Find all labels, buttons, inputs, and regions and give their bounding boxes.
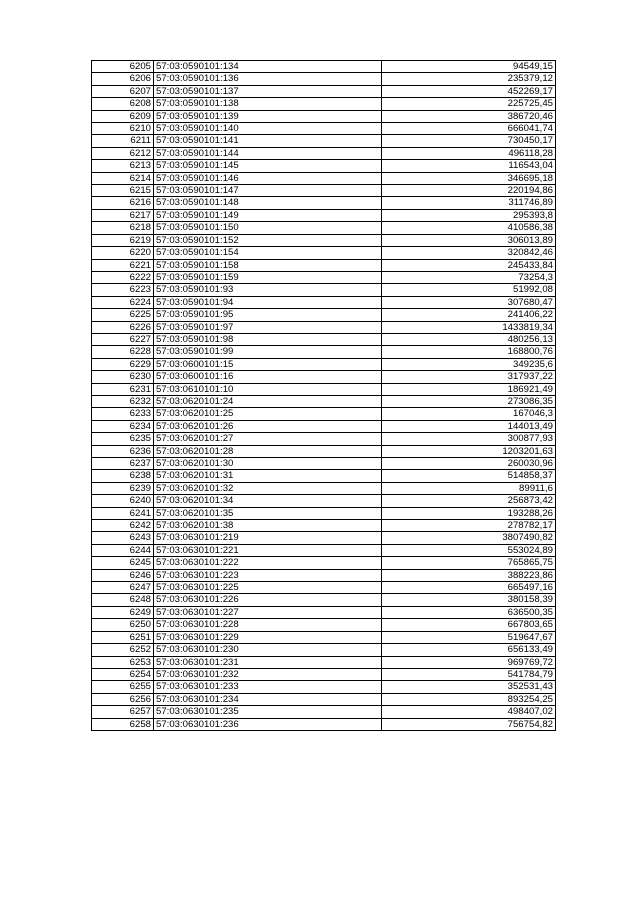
row-number-cell: 6206 (92, 73, 154, 85)
row-number-cell: 6247 (92, 582, 154, 594)
table-row (92, 371, 556, 383)
table-row (92, 296, 556, 308)
row-number-cell: 6242 (92, 520, 154, 532)
table-row (92, 495, 556, 507)
table-row (92, 259, 556, 271)
row-number-cell: 6258 (92, 718, 154, 730)
cadastral-value-cell: 352531,43 (382, 681, 556, 693)
cadastral-number-cell: 57:03:0590101:152 (154, 234, 382, 246)
cadastral-number-cell: 57:03:0630101:219 (154, 532, 382, 544)
cadastral-value-cell: 1203201,63 (382, 445, 556, 457)
row-number-cell: 6241 (92, 507, 154, 519)
row-number-cell: 6248 (92, 594, 154, 606)
table-row (92, 346, 556, 358)
cadastral-number-cell: 57:03:0630101:227 (154, 606, 382, 618)
table-row (92, 271, 556, 283)
table-row (92, 532, 556, 544)
cadastral-number-cell: 57:03:0590101:146 (154, 172, 382, 184)
table-row (92, 631, 556, 643)
row-number-cell: 6233 (92, 408, 154, 420)
table-row (92, 668, 556, 680)
row-number-cell: 6237 (92, 458, 154, 470)
cadastral-value-cell: 3807490,82 (382, 532, 556, 544)
cadastral-number-cell: 57:03:0620101:25 (154, 408, 382, 420)
cadastral-value-cell: 388223,86 (382, 569, 556, 581)
table-row (92, 209, 556, 221)
cadastral-value-cell: 144013,49 (382, 420, 556, 432)
cadastral-number-cell: 57:03:0590101:94 (154, 296, 382, 308)
row-number-cell: 6223 (92, 284, 154, 296)
cadastral-number-cell: 57:03:0630101:228 (154, 619, 382, 631)
row-number-cell: 6257 (92, 706, 154, 718)
cadastral-value-cell: 514858,37 (382, 470, 556, 482)
cadastral-number-cell: 57:03:0600101:15 (154, 358, 382, 370)
cadastral-value-cell: 167046,3 (382, 408, 556, 420)
row-number-cell: 6214 (92, 172, 154, 184)
cadastral-value-cell: 235379,12 (382, 73, 556, 85)
table-row (92, 61, 556, 73)
cadastral-value-cell: 496118,28 (382, 147, 556, 159)
table-row (92, 160, 556, 172)
cadastral-value-cell: 320842,46 (382, 247, 556, 259)
row-number-cell: 6218 (92, 222, 154, 234)
table-row (92, 333, 556, 345)
table-row (92, 718, 556, 730)
cadastral-number-cell: 57:03:0590101:144 (154, 147, 382, 159)
cadastral-value-cell: 765865,75 (382, 557, 556, 569)
cadastral-value-cell: 295393,8 (382, 209, 556, 221)
row-number-cell: 6249 (92, 606, 154, 618)
row-number-cell: 6240 (92, 495, 154, 507)
table-row (92, 594, 556, 606)
cadastral-value-cell: 410586,38 (382, 222, 556, 234)
row-number-cell: 6208 (92, 98, 154, 110)
row-number-cell: 6234 (92, 420, 154, 432)
cadastral-value-cell: 306013,89 (382, 234, 556, 246)
cadastral-number-cell: 57:03:0630101:232 (154, 668, 382, 680)
cadastral-value-cell: 116543,04 (382, 160, 556, 172)
cadastral-value-table (91, 60, 556, 731)
table-row (92, 358, 556, 370)
cadastral-number-cell: 57:03:0630101:236 (154, 718, 382, 730)
cadastral-value-cell: 666041,74 (382, 123, 556, 135)
row-number-cell: 6235 (92, 433, 154, 445)
cadastral-number-cell: 57:03:0630101:230 (154, 644, 382, 656)
row-number-cell: 6231 (92, 383, 154, 395)
cadastral-value-cell: 317937,22 (382, 371, 556, 383)
cadastral-number-cell: 57:03:0590101:158 (154, 259, 382, 271)
table-row (92, 172, 556, 184)
row-number-cell: 6216 (92, 197, 154, 209)
cadastral-number-cell: 57:03:0590101:95 (154, 309, 382, 321)
row-number-cell: 6254 (92, 668, 154, 680)
cadastral-number-cell: 57:03:0590101:159 (154, 271, 382, 283)
table-row (92, 445, 556, 457)
row-number-cell: 6238 (92, 470, 154, 482)
cadastral-number-cell: 57:03:0620101:32 (154, 482, 382, 494)
row-number-cell: 6219 (92, 234, 154, 246)
cadastral-number-cell: 57:03:0620101:38 (154, 520, 382, 532)
table-row (92, 135, 556, 147)
table-row (92, 383, 556, 395)
row-number-cell: 6222 (92, 271, 154, 283)
cadastral-number-cell: 57:03:0600101:16 (154, 371, 382, 383)
cadastral-value-cell: 94549,15 (382, 61, 556, 73)
table-row (92, 123, 556, 135)
cadastral-number-cell: 57:03:0620101:31 (154, 470, 382, 482)
row-number-cell: 6230 (92, 371, 154, 383)
cadastral-value-cell: 89911,6 (382, 482, 556, 494)
row-number-cell: 6244 (92, 544, 154, 556)
row-number-cell: 6205 (92, 61, 154, 73)
cadastral-value-cell: 220194,86 (382, 185, 556, 197)
table-row (92, 520, 556, 532)
table-row (92, 706, 556, 718)
table-row (92, 544, 556, 556)
cadastral-value-cell: 311746,89 (382, 197, 556, 209)
row-number-cell: 6225 (92, 309, 154, 321)
cadastral-value-cell: 186921,49 (382, 383, 556, 395)
table-row (92, 222, 556, 234)
cadastral-number-cell: 57:03:0610101:10 (154, 383, 382, 395)
cadastral-value-cell: 51992,08 (382, 284, 556, 296)
row-number-cell: 6256 (92, 693, 154, 705)
cadastral-value-cell: 245433,84 (382, 259, 556, 271)
row-number-cell: 6215 (92, 185, 154, 197)
cadastral-number-cell: 57:03:0590101:98 (154, 333, 382, 345)
row-number-cell: 6224 (92, 296, 154, 308)
cadastral-value-cell: 553024,89 (382, 544, 556, 556)
table-row (92, 507, 556, 519)
cadastral-number-cell: 57:03:0630101:235 (154, 706, 382, 718)
cadastral-value-cell: 241406,22 (382, 309, 556, 321)
row-number-cell: 6221 (92, 259, 154, 271)
row-number-cell: 6213 (92, 160, 154, 172)
cadastral-value-cell: 480256,13 (382, 333, 556, 345)
cadastral-number-cell: 57:03:0620101:28 (154, 445, 382, 457)
cadastral-value-cell: 168800,76 (382, 346, 556, 358)
table-row (92, 606, 556, 618)
cadastral-number-cell: 57:03:0620101:34 (154, 495, 382, 507)
table-row (92, 569, 556, 581)
cadastral-value-cell: 346695,18 (382, 172, 556, 184)
row-number-cell: 6232 (92, 395, 154, 407)
cadastral-value-cell: 300877,93 (382, 433, 556, 445)
cadastral-number-cell: 57:03:0620101:24 (154, 395, 382, 407)
cadastral-number-cell: 57:03:0590101:145 (154, 160, 382, 172)
cadastral-value-cell: 667803,65 (382, 619, 556, 631)
row-number-cell: 6217 (92, 209, 154, 221)
cadastral-value-cell: 498407,02 (382, 706, 556, 718)
table-row (92, 185, 556, 197)
cadastral-value-cell: 452269,17 (382, 85, 556, 97)
row-number-cell: 6239 (92, 482, 154, 494)
cadastral-number-cell: 57:03:0590101:99 (154, 346, 382, 358)
table-row (92, 408, 556, 420)
table-row (92, 433, 556, 445)
cadastral-value-cell: 519647,67 (382, 631, 556, 643)
cadastral-number-cell: 57:03:0620101:27 (154, 433, 382, 445)
cadastral-number-cell: 57:03:0590101:149 (154, 209, 382, 221)
cadastral-value-cell: 380158,39 (382, 594, 556, 606)
row-number-cell: 6228 (92, 346, 154, 358)
cadastral-value-cell: 73254,3 (382, 271, 556, 283)
cadastral-number-cell: 57:03:0590101:148 (154, 197, 382, 209)
row-number-cell: 6207 (92, 85, 154, 97)
row-number-cell: 6246 (92, 569, 154, 581)
row-number-cell: 6251 (92, 631, 154, 643)
cadastral-number-cell: 57:03:0620101:26 (154, 420, 382, 432)
cadastral-value-cell: 225725,45 (382, 98, 556, 110)
table-row (92, 644, 556, 656)
cadastral-number-cell: 57:03:0630101:231 (154, 656, 382, 668)
cadastral-number-cell: 57:03:0630101:223 (154, 569, 382, 581)
cadastral-value-cell: 278782,17 (382, 520, 556, 532)
cadastral-value-cell: 1433819,34 (382, 321, 556, 333)
cadastral-number-cell: 57:03:0620101:35 (154, 507, 382, 519)
table-row (92, 693, 556, 705)
table-row (92, 458, 556, 470)
cadastral-number-cell: 57:03:0630101:229 (154, 631, 382, 643)
cadastral-number-cell: 57:03:0590101:93 (154, 284, 382, 296)
cadastral-value-cell: 273086,35 (382, 395, 556, 407)
cadastral-number-cell: 57:03:0620101:30 (154, 458, 382, 470)
cadastral-value-cell: 541784,79 (382, 668, 556, 680)
row-number-cell: 6245 (92, 557, 154, 569)
cadastral-number-cell: 57:03:0590101:136 (154, 73, 382, 85)
row-number-cell: 6211 (92, 135, 154, 147)
cadastral-value-cell: 969769,72 (382, 656, 556, 668)
cadastral-value-cell: 656133,49 (382, 644, 556, 656)
table-row (92, 557, 556, 569)
cadastral-number-cell: 57:03:0630101:221 (154, 544, 382, 556)
cadastral-value-cell: 193288,26 (382, 507, 556, 519)
cadastral-number-cell: 57:03:0590101:140 (154, 123, 382, 135)
table-row (92, 420, 556, 432)
cadastral-value-cell: 260030,96 (382, 458, 556, 470)
row-number-cell: 6226 (92, 321, 154, 333)
row-number-cell: 6229 (92, 358, 154, 370)
cadastral-value-cell: 256873,42 (382, 495, 556, 507)
table-row (92, 395, 556, 407)
cadastral-number-cell: 57:03:0590101:150 (154, 222, 382, 234)
table-row (92, 681, 556, 693)
table-row (92, 284, 556, 296)
cadastral-number-cell: 57:03:0590101:134 (154, 61, 382, 73)
row-number-cell: 6227 (92, 333, 154, 345)
row-number-cell: 6220 (92, 247, 154, 259)
table-row (92, 73, 556, 85)
table-row (92, 197, 556, 209)
table-row (92, 147, 556, 159)
table-row (92, 582, 556, 594)
row-number-cell: 6209 (92, 110, 154, 122)
table-row (92, 110, 556, 122)
row-number-cell: 6212 (92, 147, 154, 159)
table-row (92, 247, 556, 259)
cadastral-value-cell: 307680,47 (382, 296, 556, 308)
cadastral-number-cell: 57:03:0590101:139 (154, 110, 382, 122)
table-row (92, 98, 556, 110)
cadastral-value-cell: 636500,35 (382, 606, 556, 618)
table-row (92, 85, 556, 97)
cadastral-number-cell: 57:03:0630101:225 (154, 582, 382, 594)
cadastral-number-cell: 57:03:0590101:97 (154, 321, 382, 333)
cadastral-number-cell: 57:03:0590101:141 (154, 135, 382, 147)
cadastral-number-cell: 57:03:0590101:154 (154, 247, 382, 259)
row-number-cell: 6210 (92, 123, 154, 135)
cadastral-value-cell: 893254,25 (382, 693, 556, 705)
cadastral-value-cell: 349235,6 (382, 358, 556, 370)
row-number-cell: 6236 (92, 445, 154, 457)
cadastral-value-cell: 386720,46 (382, 110, 556, 122)
cadastral-value-cell: 665497,16 (382, 582, 556, 594)
table-row (92, 321, 556, 333)
row-number-cell: 6255 (92, 681, 154, 693)
table-body (92, 61, 556, 731)
cadastral-number-cell: 57:03:0630101:233 (154, 681, 382, 693)
cadastral-number-cell: 57:03:0590101:138 (154, 98, 382, 110)
row-number-cell: 6253 (92, 656, 154, 668)
row-number-cell: 6252 (92, 644, 154, 656)
cadastral-number-cell: 57:03:0590101:137 (154, 85, 382, 97)
table-row (92, 656, 556, 668)
table-row (92, 234, 556, 246)
row-number-cell: 6250 (92, 619, 154, 631)
cadastral-number-cell: 57:03:0590101:147 (154, 185, 382, 197)
cadastral-number-cell: 57:03:0630101:234 (154, 693, 382, 705)
table-row (92, 619, 556, 631)
table-row (92, 309, 556, 321)
cadastral-number-cell: 57:03:0630101:226 (154, 594, 382, 606)
cadastral-value-cell: 730450,17 (382, 135, 556, 147)
cadastral-number-cell: 57:03:0630101:222 (154, 557, 382, 569)
cadastral-value-cell: 756754,82 (382, 718, 556, 730)
row-number-cell: 6243 (92, 532, 154, 544)
table-row (92, 470, 556, 482)
table-row (92, 482, 556, 494)
